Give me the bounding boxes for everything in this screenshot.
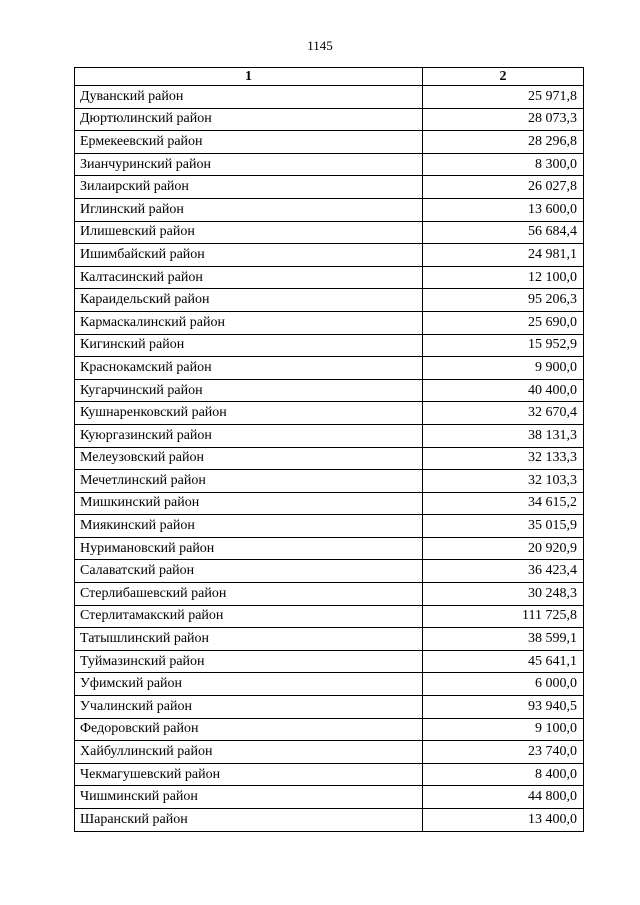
- district-name-cell: Иглинский район: [75, 198, 423, 221]
- table-row: [75, 153, 584, 176]
- table-row: [75, 605, 584, 628]
- amount-cell: 20 920,9: [423, 537, 584, 560]
- table-row: [75, 334, 584, 357]
- amount-cell: 35 015,9: [423, 515, 584, 538]
- amount-cell: 15 952,9: [423, 334, 584, 357]
- table-row: [75, 696, 584, 719]
- district-name-cell: Стерлитамакский район: [75, 605, 423, 628]
- district-name-cell: Учалинский район: [75, 696, 423, 719]
- table-row: [75, 198, 584, 221]
- table-row: [75, 673, 584, 696]
- district-name-cell: Кугарчинский район: [75, 379, 423, 402]
- amount-cell: 28 073,3: [423, 108, 584, 131]
- district-name-cell: Кушнаренковский район: [75, 402, 423, 425]
- district-name-cell: Дуванский район: [75, 86, 423, 109]
- district-name-cell: Куюргазинский район: [75, 424, 423, 447]
- district-name-cell: Ишимбайский район: [75, 244, 423, 267]
- district-name-cell: Уфимский район: [75, 673, 423, 696]
- amount-cell: 40 400,0: [423, 379, 584, 402]
- district-name-cell: Зианчуринский район: [75, 153, 423, 176]
- amount-cell: 12 100,0: [423, 266, 584, 289]
- amount-cell: 44 800,0: [423, 786, 584, 809]
- table-row: [75, 221, 584, 244]
- amount-cell: 32 133,3: [423, 447, 584, 470]
- table-row: [75, 108, 584, 131]
- amount-cell: 30 248,3: [423, 583, 584, 606]
- table-row: [75, 176, 584, 199]
- table-row: [75, 763, 584, 786]
- amount-cell: 26 027,8: [423, 176, 584, 199]
- district-name-cell: Салаватский район: [75, 560, 423, 583]
- amount-cell: 95 206,3: [423, 289, 584, 312]
- district-name-cell: Ермекеевский район: [75, 131, 423, 154]
- district-name-cell: Караидельский район: [75, 289, 423, 312]
- data-table: [74, 67, 584, 832]
- amount-cell: 38 599,1: [423, 628, 584, 651]
- amount-cell: 45 641,1: [423, 650, 584, 673]
- table-header-row: [75, 68, 584, 86]
- table-row: [75, 402, 584, 425]
- amount-cell: 32 670,4: [423, 402, 584, 425]
- district-name-cell: Мечетлинский район: [75, 470, 423, 493]
- amount-cell: 13 400,0: [423, 809, 584, 832]
- table-row: [75, 379, 584, 402]
- amount-cell: 111 725,8: [423, 605, 584, 628]
- district-name-cell: Федоровский район: [75, 718, 423, 741]
- district-name-cell: Хайбуллинский район: [75, 741, 423, 764]
- amount-cell: 8 400,0: [423, 763, 584, 786]
- amount-cell: 32 103,3: [423, 470, 584, 493]
- table-body: [75, 86, 584, 832]
- table-row: [75, 470, 584, 493]
- district-name-cell: Миякинский район: [75, 515, 423, 538]
- amount-cell: 24 981,1: [423, 244, 584, 267]
- amount-cell: 34 615,2: [423, 492, 584, 515]
- district-name-cell: Чекмагушевский район: [75, 763, 423, 786]
- table-row: [75, 311, 584, 334]
- table-row: [75, 131, 584, 154]
- amount-cell: 23 740,0: [423, 741, 584, 764]
- table-row: [75, 515, 584, 538]
- district-name-cell: Чишминский район: [75, 786, 423, 809]
- amount-cell: 6 000,0: [423, 673, 584, 696]
- table-row: [75, 447, 584, 470]
- district-name-cell: Туймазинский район: [75, 650, 423, 673]
- table-row: [75, 266, 584, 289]
- amount-cell: 56 684,4: [423, 221, 584, 244]
- table-row: [75, 583, 584, 606]
- table-row: [75, 628, 584, 651]
- table-row: [75, 424, 584, 447]
- amount-cell: 9 100,0: [423, 718, 584, 741]
- district-name-cell: Илишевский район: [75, 221, 423, 244]
- table-row: [75, 244, 584, 267]
- district-name-cell: Нуримановский район: [75, 537, 423, 560]
- amount-cell: 38 131,3: [423, 424, 584, 447]
- amount-cell: 25 690,0: [423, 311, 584, 334]
- district-name-cell: Кигинский район: [75, 334, 423, 357]
- amount-cell: 9 900,0: [423, 357, 584, 380]
- column-header-1: 1: [75, 68, 423, 86]
- table-row: [75, 86, 584, 109]
- amount-cell: 25 971,8: [423, 86, 584, 109]
- page-number: 1145: [307, 38, 333, 53]
- table-row: [75, 741, 584, 764]
- table-row: [75, 357, 584, 380]
- table-row: [75, 560, 584, 583]
- table-row: [75, 650, 584, 673]
- district-name-cell: Калтасинский район: [75, 266, 423, 289]
- district-name-cell: Краснокамский район: [75, 357, 423, 380]
- table-row: [75, 289, 584, 312]
- table-row: [75, 786, 584, 809]
- table-row: [75, 537, 584, 560]
- amount-cell: 36 423,4: [423, 560, 584, 583]
- district-name-cell: Дюртюлинский район: [75, 108, 423, 131]
- amount-cell: 28 296,8: [423, 131, 584, 154]
- table-row: [75, 809, 584, 832]
- column-header-2: 2: [423, 68, 584, 86]
- table-row: [75, 718, 584, 741]
- amount-cell: 93 940,5: [423, 696, 584, 719]
- district-name-cell: Шаранский район: [75, 809, 423, 832]
- district-name-cell: Мишкинский район: [75, 492, 423, 515]
- district-name-cell: Кармаскалинский район: [75, 311, 423, 334]
- amount-cell: 8 300,0: [423, 153, 584, 176]
- district-name-cell: Стерлибашевский район: [75, 583, 423, 606]
- district-name-cell: Мелеузовский район: [75, 447, 423, 470]
- district-name-cell: Зилаирский район: [75, 176, 423, 199]
- district-name-cell: Татышлинский район: [75, 628, 423, 651]
- amount-cell: 13 600,0: [423, 198, 584, 221]
- table-row: [75, 492, 584, 515]
